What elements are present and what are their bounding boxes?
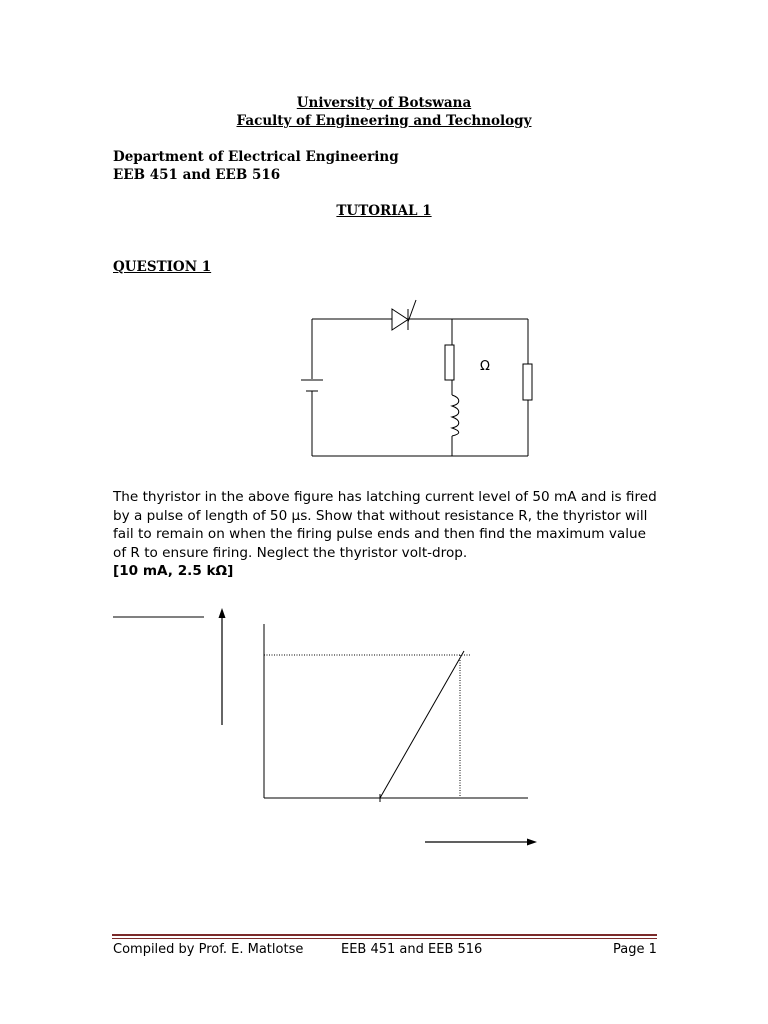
resistor-r <box>523 364 532 400</box>
question-text: The thyristor in the above figure has latching current level of 50 mA and is fired by a pulse of length of 50 µs. Show that without resistance R, the thyristor will fail to remain on when the firing pulse ends and then find the maximum value of R to ensure firing. Neglect the thyristor volt-drop. <box>113 489 657 561</box>
footer-rule-thin <box>112 938 657 939</box>
answer-text: [10 mA, 2.5 kΩ] <box>113 563 234 579</box>
tutorial-title: TUTORIAL 1 <box>336 203 432 219</box>
footer-page-number: Page 1 <box>613 942 657 957</box>
footer-compiled-by: Compiled by Prof. E. Matlotse <box>113 942 304 957</box>
circuit-diagram <box>301 300 532 456</box>
university-title: University of Botswana <box>296 95 472 111</box>
faculty-title: Faculty of Engineering and Technology <box>236 113 532 129</box>
footer-rule-thick <box>112 934 657 936</box>
footer-course: EEB 451 and EEB 516 <box>341 942 483 957</box>
inductor-coil <box>452 395 459 436</box>
department-name: Department of Electrical Engineering <box>113 149 399 165</box>
current-time-graph <box>113 608 537 846</box>
resistor-r-series <box>445 345 454 380</box>
question-heading: QUESTION 1 <box>113 259 212 275</box>
course-codes: EEB 451 and EEB 516 <box>113 167 281 183</box>
omega-label: Ω <box>480 359 490 374</box>
thyristor-symbol <box>392 309 408 330</box>
